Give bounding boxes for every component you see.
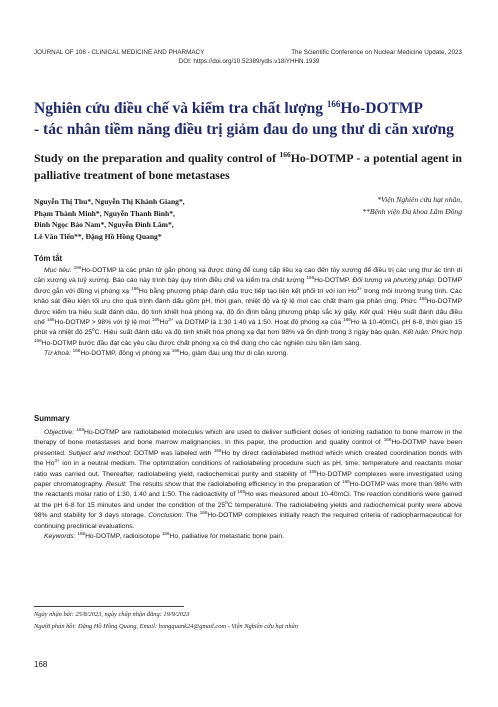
footnote-divider	[34, 606, 184, 607]
abstract-en-heading: Summary	[34, 414, 70, 423]
keywords-vn: Từ khoá: $^{166}$Ho-DOTMP, đồng vị phóng xạ $^{166}$Ho, giảm đau ung thư di căn xương.	[44, 348, 289, 358]
conference-name: The Scientific Conference on Nuclear Medicine Update, 2023	[291, 49, 462, 56]
author-list: Nguyễn Thị Thu*, Nguyễn Thị Khánh Giang*, Phạm Thành Minh*, Nguyễn Thanh Bình*, Đinh Ngọc Bảo Nam*, Nguyễn Đình Lâm*, Lê Văn Tiến**, Đặng Hồ Hồng Quang*	[34, 197, 185, 241]
journal-name: JOURNAL OF 108 - CLINICAL MEDICINE AND PHARMACY	[34, 49, 205, 56]
abstract-vn-heading: Tóm tắt	[34, 254, 63, 263]
keywords-en: Keywords: $^{166}$Ho-DOTMP, radioisotope $^{166}$Ho, palliative for metastatic bone pain.	[44, 530, 284, 541]
abstract-english: Objective: $^{166}$Ho-DOTMP are radiolabeled molecules which are used to deliver sufficient doses of ionizing radiation to bone marrow in the therapy of bone metastases and bone marrow malignancies. In this paper, the production and quality control of $^{166}$Ho-DOTMP have been presented. Subject and method: DOTMP was labeled with $^{166}$Ho by direct radiolabeled method which which created coordination bonds with the $Ho^{3+}$ ion in a neutral medium. The optimization conditions of radiolabeling procedure such as pH, time, temperature and reactants molar ratio was carried out. Thereafter, radiolabeling yield, radiochemical purity and stability of $^{166}$Ho-DOTMP complexes were investigated using paper chromatography. Result: The results show that the radiolabeling efficiency in the preparation of $^{166}$Ho-DOTMP was more than 98% with the reactants molar ratio of 1:30, 1:40 and 1:50. The radioactivity of $^{166}$Ho was measured about 10-40mCi. The reaction conditions were gained at the pH 6-8 for 15 minutes and under the condition of the $25^0C$ temperature. The radiolabeling yields and radiochemical purity were above 98% and stability for 3 days storage. Conclusion: The $^{166}$Ho-DOTMP complexes initially reach the required criteria of radiopharmaceutical for continuing preclinical evaluations. Keywords: $^{166}$Ho-DOTMP, radioisotope $^{166}$Ho, palliative for metastatic bone pain.	[34, 428, 462, 542]
abstract-vietnamese: Mục tiêu: $^{166}$Ho-DOTMP là các phân tử gắn phóng xạ được dùng để cung cấp liều xạ cao đến tủy xương để điều trị các ung thư ác tính di căn xương và tuỷ xương. Báo cáo này trình bày quy trình điều chế và kiểm tra chất lượng $^{166}$Ho-DOTMP. Đối tượng và phương pháp: DOTMP được gắn với đồng vị phóng xạ $^{166}$Ho bằng phương pháp đánh dấu trực tiếp tạo liên kết phối trí với ion $Ho^{3+}$ trong môi trường trung tính. Các khảo sát điều kiện tối ưu cho quá trình đánh dấu gồm pH, thời gian, nhiệt độ và tỷ lệ mol các chất tham gia phản ứng. Phức $^{166}$Ho-DOTMP được kiểm tra hiệu suất đánh dấu, độ tinh khiết hoá phóng xạ, độ ổn định bằng phương pháp sắc ký giấy. Kết quả: Hiệu suất đánh dấu điều chế $^{166}$Ho-DOTMP > 98% với tỷ lệ mol $^{166}Ho^{3+}$ và DOTMP là 1:30 1:40 và 1:50. Hoạt độ phóng xạ của $^{166}$Ho là 10-40mCi, pH 6-8, thời gian 15 phút và nhiệt độ $25^0C$. Hiệu suất đánh dấu và độ tinh khiết hóa phóng xạ đạt hơn 98% và ổn định trong 3 ngày bảo quản. Kết luận: Phức hợp $^{166}$Ho-DOTMP bước đầu đạt các yêu cầu được chất phóng xạ có thể dùng cho các nghiên cứu tiền lâm sàng. Từ khoá: $^{166}$Ho-DOTMP, đồng vị phóng xạ $^{166}$Ho, giảm đau ung thư di căn xương.	[34, 266, 462, 360]
title-english: Study on the preparation and quality control of $^{166}$Ho-DOTMP - a potential agent in palliative treatment of bone metastases	[34, 150, 462, 182]
doi: DOI: https://doi.org/10.52389/ydls.v18iYHHN.1939	[178, 58, 320, 65]
affiliations: *Viện Nghiên cứu hạt nhân, **Bệnh viện Đa khoa Lâm Đồng	[362, 195, 462, 216]
title-vietnamese: Nghiên cứu điều chế và kiểm tra chất lượng $^{166}$Ho-DOTMP - tác nhân tiềm năng điều trị giảm đau do ung thư di căn xương	[34, 99, 454, 139]
corresponding-author: Người phản hồi: Đặng Hồ Hồng Quang, Email: hongquank24@gmail.com - Viện Nghiên cứu hạt nhân	[34, 623, 298, 630]
received-dates: Ngày nhận bài: 25/8/2023, ngày chấp nhận đăng: 19/9/2023	[34, 611, 190, 618]
page-number: 168	[34, 660, 48, 669]
